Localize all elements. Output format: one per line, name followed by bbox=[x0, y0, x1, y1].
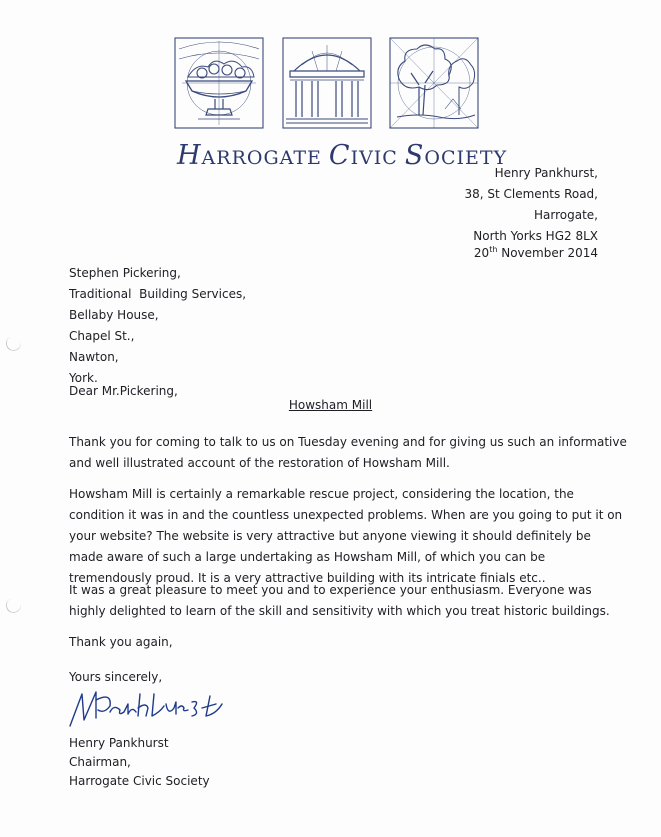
society-name-initial-c: C bbox=[328, 140, 351, 171]
date-suffix: th bbox=[489, 245, 498, 254]
sender-county-postcode: North Yorks HG2 8LX bbox=[473, 229, 598, 243]
signoff-name: Henry Pankhurst bbox=[69, 736, 169, 750]
date-month-year: November 2014 bbox=[497, 246, 598, 260]
paragraph-line: made aware of such a large undertaking as Howsham Mill, of which you can be bbox=[69, 550, 546, 564]
body-paragraph-1 bbox=[69, 432, 627, 474]
recipient-city: York. bbox=[69, 371, 98, 385]
paragraph-line: Thank you for coming to talk to us on Tuesday evening and for giving us such an informative bbox=[69, 435, 627, 449]
rotunda-temple-emblem bbox=[282, 37, 372, 129]
signoff-block bbox=[69, 734, 210, 791]
punch-hole-mark bbox=[4, 334, 23, 353]
society-name-part-2: IVIC bbox=[350, 147, 398, 169]
recipient-company: Traditional Building Services, bbox=[69, 287, 247, 301]
recipient-name: Stephen Pickering, bbox=[69, 266, 181, 280]
recipient-building: Bellaby House, bbox=[69, 308, 159, 322]
sender-street: 38, St Clements Road, bbox=[464, 187, 598, 201]
paragraph-line: condition it was in and the countless unexpected problems. When are you going to put it on bbox=[69, 508, 623, 522]
society-name-initial-s: S bbox=[404, 140, 425, 171]
signoff-title: Chairman, bbox=[69, 755, 131, 769]
signoff-organisation: Harrogate Civic Society bbox=[69, 774, 210, 788]
society-name-part-1: ARROGATE bbox=[201, 147, 322, 169]
paragraph-line: It was a great pleasure to meet you and to experience your enthusiasm. Everyone was bbox=[69, 583, 592, 597]
recipient-street: Chapel St., bbox=[69, 329, 135, 343]
closing-line: Yours sincerely, bbox=[69, 670, 163, 684]
subject-heading: Howsham Mill bbox=[288, 398, 373, 412]
date-day: 20 bbox=[473, 246, 490, 260]
letter-date bbox=[420, 245, 598, 260]
paragraph-line: tremendously proud. It is a very attractive building with its intricate finials etc.. bbox=[69, 571, 546, 585]
sender-town: Harrogate, bbox=[534, 208, 598, 222]
recipient-address bbox=[69, 263, 246, 389]
sender-address bbox=[440, 163, 598, 247]
recipient-village: Nawton, bbox=[69, 350, 119, 364]
paragraph-line: your website? The website is very attractive but anyone viewing it should definitely be bbox=[69, 529, 591, 543]
society-name-part-3: OCIETY bbox=[424, 147, 508, 169]
salutation: Dear Mr.Pickering, bbox=[69, 384, 178, 398]
body-paragraph-2 bbox=[69, 484, 623, 589]
paragraph-line: Howsham Mill is certainly a remarkable rescue project, considering the location, the bbox=[69, 487, 574, 501]
thanks-line: Thank you again, bbox=[69, 635, 173, 649]
paragraph-line: highly delighted to learn of the skill and sensitivity with which you treat historic buildings. bbox=[69, 604, 610, 618]
body-paragraph-3 bbox=[69, 580, 609, 622]
paragraph-line: and well illustrated account of the restoration of Howsham Mill. bbox=[69, 456, 450, 470]
society-name-initial-h: H bbox=[177, 140, 202, 171]
handwritten-signature bbox=[66, 690, 231, 730]
fruit-bowl-emblem bbox=[174, 37, 264, 129]
tree-emblem bbox=[389, 37, 479, 129]
sender-name: Henry Pankhurst, bbox=[494, 166, 598, 180]
punch-hole-mark bbox=[4, 596, 23, 615]
